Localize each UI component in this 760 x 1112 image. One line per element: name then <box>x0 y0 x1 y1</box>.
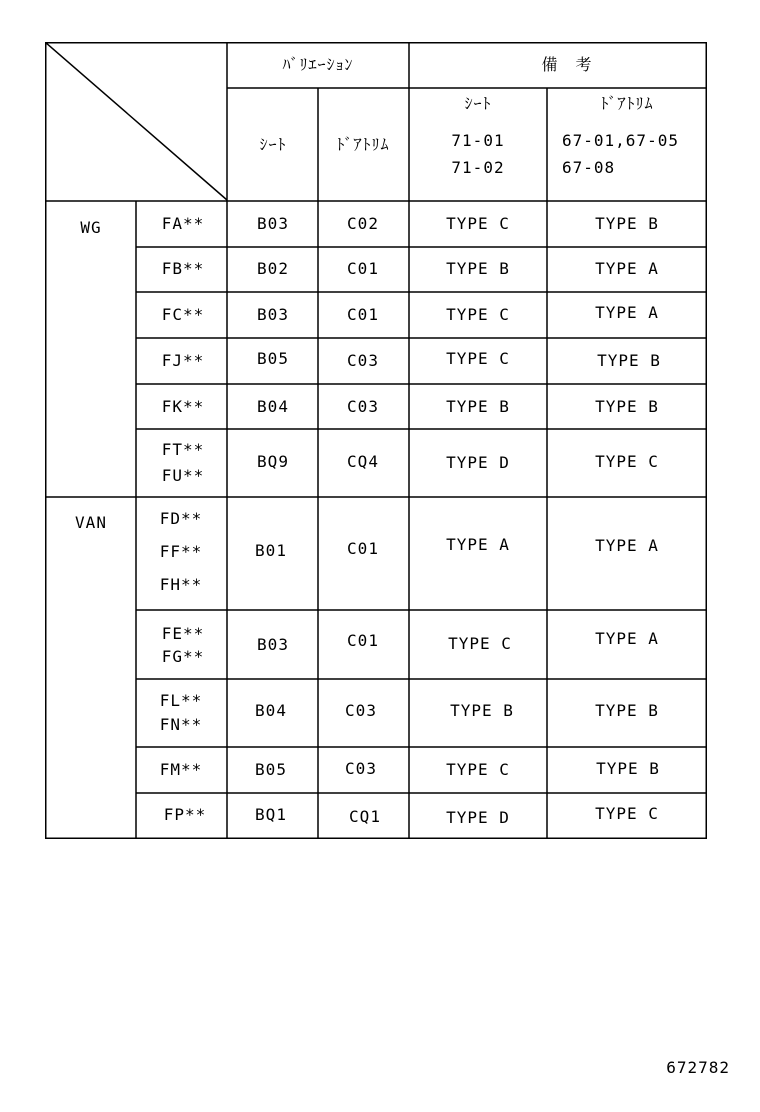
remark-seat-type: TYPE D <box>446 808 510 827</box>
model-code: FL** <box>159 691 203 710</box>
seat-code: B02 <box>257 259 289 278</box>
model-code: FJ** <box>161 351 205 370</box>
header-variation: ﾊﾞﾘｴｰｼｮﾝ <box>282 55 354 74</box>
remark-door-type: TYPE C <box>595 804 659 823</box>
remarks-seat-label: ｼｰﾄ <box>464 94 492 113</box>
remark-door-type: TYPE A <box>595 259 659 278</box>
model-code: FC** <box>161 305 205 324</box>
remark-door-type: TYPE C <box>595 452 659 471</box>
header-seat: ｼｰﾄ <box>259 135 287 154</box>
model-code: FD** <box>159 509 203 528</box>
variation-table <box>45 42 707 839</box>
remark-seat-type: TYPE D <box>446 453 510 472</box>
door-trim-code: C03 <box>347 397 379 416</box>
seat-code: B03 <box>257 305 289 324</box>
remarks-seat-code-1: 71-01 <box>451 131 505 150</box>
seat-code: B03 <box>257 214 289 233</box>
remark-seat-type: TYPE B <box>446 397 510 416</box>
model-code: FG** <box>161 647 205 666</box>
model-code: FB** <box>161 259 205 278</box>
model-code: FP** <box>163 805 207 824</box>
door-trim-code: C02 <box>347 214 379 233</box>
remark-seat-type: TYPE A <box>446 535 510 554</box>
door-trim-code: C03 <box>347 351 379 370</box>
model-code: FU** <box>161 466 205 485</box>
model-code: FT** <box>161 440 205 459</box>
remark-door-type: TYPE A <box>595 303 659 322</box>
remark-door-type: TYPE B <box>597 351 661 370</box>
model-code: FK** <box>161 397 205 416</box>
model-code: FH** <box>159 575 203 594</box>
remarks-door-code-2: 67-08 <box>562 158 616 177</box>
remarks-seat-code-2: 71-02 <box>451 158 505 177</box>
seat-code: BQ1 <box>255 805 287 824</box>
seat-code: B01 <box>255 541 287 560</box>
remark-seat-type: TYPE C <box>446 214 510 233</box>
remark-door-type: TYPE B <box>596 759 660 778</box>
header-door-trim: ﾄﾞｱﾄﾘﾑ <box>336 135 390 154</box>
remark-door-type: TYPE B <box>595 701 659 720</box>
model-code: FF** <box>159 542 203 561</box>
door-trim-code: C01 <box>347 631 379 650</box>
remark-seat-type: TYPE C <box>446 760 510 779</box>
seat-code: BQ9 <box>257 452 289 471</box>
document-number: 672782 <box>666 1058 730 1077</box>
door-trim-code: CQ4 <box>347 452 379 471</box>
model-code: FN** <box>159 715 203 734</box>
group-label-van: VAN <box>75 513 107 532</box>
seat-code: B03 <box>257 635 289 654</box>
model-code: FA** <box>161 214 205 233</box>
remark-seat-type: TYPE B <box>446 259 510 278</box>
door-trim-code: CQ1 <box>349 807 381 826</box>
remark-seat-type: TYPE C <box>446 305 510 324</box>
door-trim-code: C01 <box>347 259 379 278</box>
door-trim-code: C01 <box>347 305 379 324</box>
model-code: FE** <box>161 624 205 643</box>
remark-door-type: TYPE A <box>595 629 659 648</box>
remarks-door-code-1: 67-01,67-05 <box>562 131 679 150</box>
seat-code: B05 <box>257 349 289 368</box>
group-label-wg: WG <box>80 218 102 237</box>
seat-code: B04 <box>255 701 287 720</box>
remarks-door-label: ﾄﾞｱﾄﾘﾑ <box>600 94 654 113</box>
header-diagonal <box>45 42 227 200</box>
header-remarks: 備 考 <box>541 55 593 74</box>
remark-seat-type: TYPE B <box>450 701 514 720</box>
door-trim-code: C03 <box>345 701 377 720</box>
seat-code: B05 <box>255 760 287 779</box>
remark-door-type: TYPE B <box>595 214 659 233</box>
door-trim-code: C03 <box>345 759 377 778</box>
seat-code: B04 <box>257 397 289 416</box>
door-trim-code: C01 <box>347 539 379 558</box>
remark-door-type: TYPE A <box>595 536 659 555</box>
model-code: FM** <box>159 760 203 779</box>
remark-door-type: TYPE B <box>595 397 659 416</box>
remark-seat-type: TYPE C <box>448 634 512 653</box>
remark-seat-type: TYPE C <box>446 349 510 368</box>
